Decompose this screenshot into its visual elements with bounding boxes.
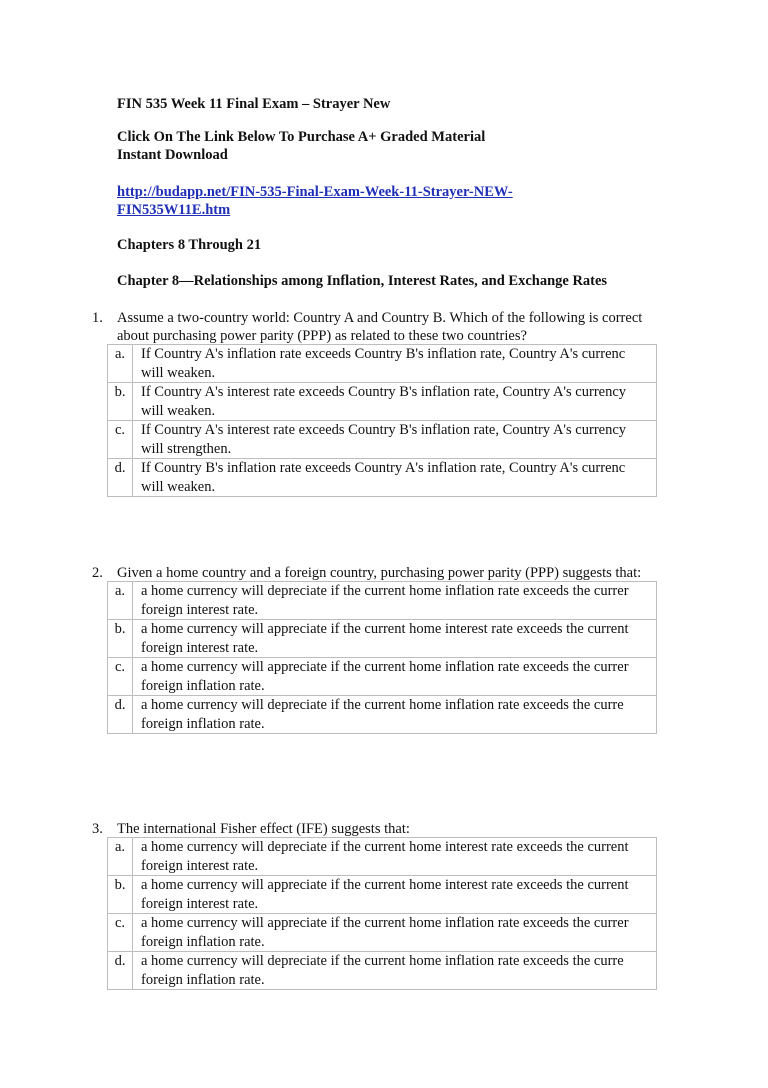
document-title: FIN 535 Week 11 Final Exam – Strayer New [117, 96, 391, 112]
option-text-line: a home currency will depreciate if the current home inflation rate exceeds the curre [141, 697, 624, 713]
instant-download-text: Instant Download [117, 147, 228, 163]
chapters-range: Chapters 8 Through 21 [117, 237, 262, 253]
option-text-line: a home currency will depreciate if the current home inflation rate exceeds the currer [141, 583, 629, 599]
option-text-line: a home currency will depreciate if the current home inflation rate exceeds the curre [141, 953, 624, 969]
option-text-line: If Country A's inflation rate exceeds Country B's inflation rate, Country A's currenc [141, 346, 626, 362]
answer-option-a[interactable] [108, 838, 657, 876]
option-text-line: If Country A's interest rate exceeds Country B's inflation rate, Country A's currency [141, 384, 627, 400]
option-text-line: a home currency will appreciate if the current home interest rate exceeds the current [141, 621, 629, 637]
question-number: 2. [92, 565, 103, 581]
answer-option-c[interactable] [108, 914, 657, 952]
question-stem-line: Given a home country and a foreign country, purchasing power parity (PPP) suggests that: [117, 565, 642, 581]
option-text-line: foreign interest rate. [141, 895, 259, 912]
answer-option-a[interactable] [108, 345, 657, 383]
option-letter: c. [108, 421, 133, 459]
option-letter: d. [108, 696, 133, 734]
answer-option-c[interactable] [108, 421, 657, 459]
question-number: 1. [92, 310, 103, 326]
option-text [133, 696, 657, 734]
purchase-instruction: Click On The Link Below To Purchase A+ Graded Material [117, 129, 486, 145]
option-letter: a. [108, 345, 133, 383]
answer-option-b[interactable] [108, 620, 657, 658]
question-number: 3. [92, 821, 103, 837]
option-letter: b. [108, 383, 133, 421]
question-stem [117, 309, 687, 345]
option-text [133, 345, 657, 383]
question-stem-line: The international Fisher effect (IFE) suggests that: [117, 821, 410, 837]
option-text-line: will weaken. [141, 402, 216, 419]
option-text-line: foreign interest rate. [141, 601, 259, 618]
answer-options [107, 837, 657, 990]
answer-option-d[interactable] [108, 459, 657, 497]
option-text [133, 876, 657, 914]
option-letter: c. [108, 658, 133, 696]
option-text-line: foreign interest rate. [141, 857, 259, 874]
answer-options [107, 344, 657, 497]
question-stem [117, 564, 687, 582]
option-text-line: a home currency will appreciate if the current home inflation rate exceeds the currer [141, 659, 629, 675]
option-letter: a. [108, 838, 133, 876]
answer-option-d[interactable] [108, 696, 657, 734]
option-text-line: will strengthen. [141, 440, 232, 457]
option-text [133, 914, 657, 952]
option-letter: d. [108, 952, 133, 990]
option-text-line: will weaken. [141, 478, 216, 495]
answer-option-a[interactable] [108, 582, 657, 620]
option-text [133, 620, 657, 658]
option-text-line: If Country B's inflation rate exceeds Country A's inflation rate, Country A's currenc [141, 460, 626, 476]
option-text-line: foreign interest rate. [141, 639, 259, 656]
option-text [133, 658, 657, 696]
option-text-line: foreign inflation rate. [141, 715, 265, 732]
question-stem-line: Assume a two-country world: Country A and Country B. Which of the following is correct [117, 310, 643, 326]
option-text [133, 383, 657, 421]
chapter-heading: Chapter 8—Relationships among Inflation, Interest Rates, and Exchange Rates [117, 273, 608, 289]
option-text-line: a home currency will depreciate if the current home interest rate exceeds the current [141, 839, 629, 855]
question-stem [117, 820, 687, 838]
purchase-link-line1[interactable]: http://budapp.net/FIN-535-Final-Exam-Week-11-Strayer-NEW- [117, 184, 513, 200]
question-stem-line: about purchasing power parity (PPP) as related to these two countries? [117, 328, 527, 344]
option-text-line: a home currency will appreciate if the current home inflation rate exceeds the currer [141, 915, 629, 931]
option-text-line: a home currency will appreciate if the current home interest rate exceeds the current [141, 877, 629, 893]
option-letter: b. [108, 876, 133, 914]
option-text-line: foreign inflation rate. [141, 933, 265, 950]
option-letter: d. [108, 459, 133, 497]
option-text [133, 421, 657, 459]
option-letter: b. [108, 620, 133, 658]
answer-option-d[interactable] [108, 952, 657, 990]
answer-option-b[interactable] [108, 383, 657, 421]
option-text [133, 952, 657, 990]
option-text-line: foreign inflation rate. [141, 677, 265, 694]
answer-options [107, 581, 657, 734]
answer-option-c[interactable] [108, 658, 657, 696]
option-text-line: will weaken. [141, 364, 216, 381]
purchase-link-line2[interactable]: FIN535W11E.htm [117, 202, 231, 218]
option-text [133, 582, 657, 620]
option-letter: c. [108, 914, 133, 952]
option-text-line: foreign inflation rate. [141, 971, 265, 988]
option-letter: a. [108, 582, 133, 620]
option-text [133, 459, 657, 497]
option-text-line: If Country A's interest rate exceeds Country B's inflation rate, Country A's currency [141, 422, 627, 438]
answer-option-b[interactable] [108, 876, 657, 914]
option-text [133, 838, 657, 876]
